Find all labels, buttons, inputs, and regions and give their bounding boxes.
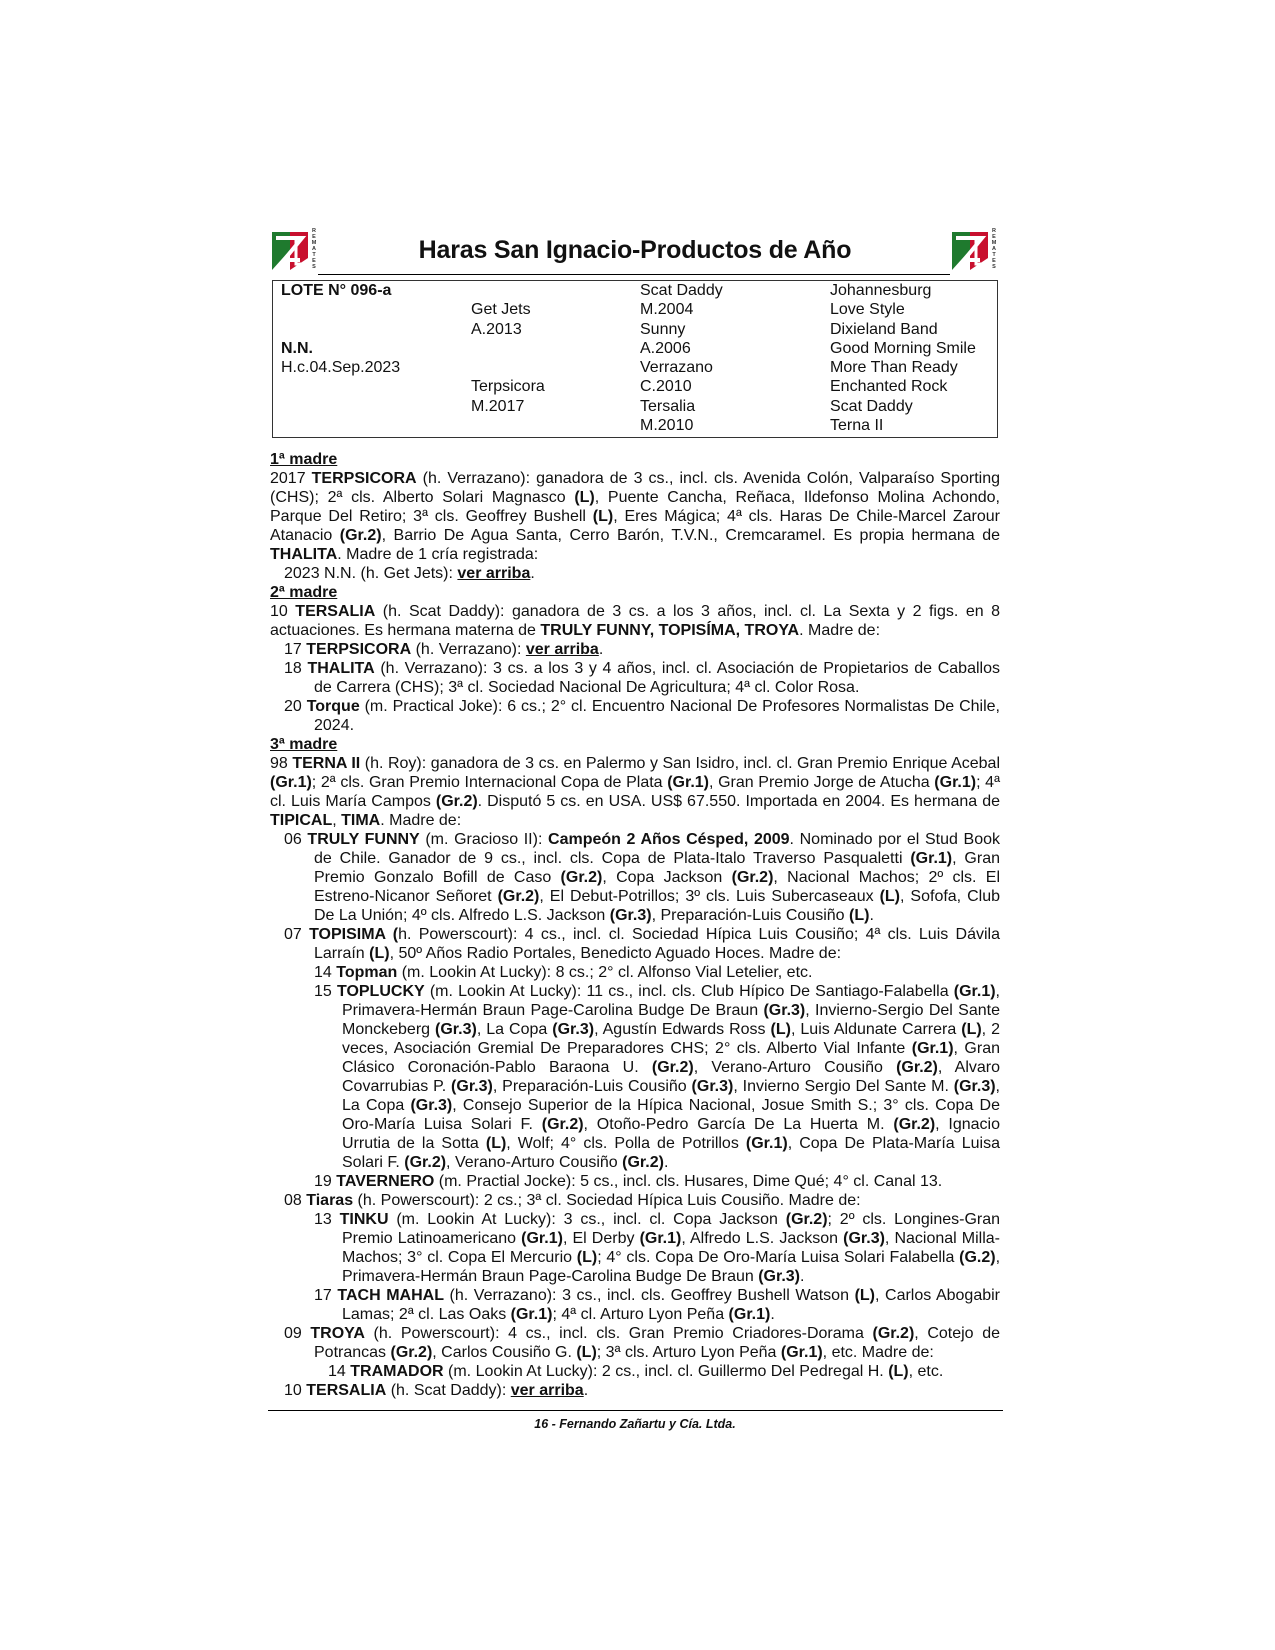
pedigree-cell: Verrazano: [640, 359, 713, 377]
produce-entry: 08 Tiaras (h. Powerscourt): 2 cs.; 3ª cl. Sociedad Hípica Luis Cousiño. Madre de:: [284, 1192, 861, 1209]
produce-entry: 14 TRAMADOR (m. Lookin At Lucky): 2 cs., incl. cl. Guillermo Del Pedregal H. (L), etc.: [328, 1363, 944, 1380]
pedigree-cell: Get Jets: [471, 301, 531, 319]
pedigree-col-parents: [471, 281, 545, 435]
zl-logo-icon: [950, 228, 990, 274]
produce-entry: 07 TOPISIMA (h. Powerscourt): 4 cs., incl. cl. Sociedad Hípica Luis Cousiño; 4ª cls. Luis Dávila Larraín (L), 50º Años Radio Portales, Benedicto Aguado Hoces. Madre de:: [284, 926, 1000, 962]
see-above-link: ver arriba: [457, 565, 531, 582]
logo-vertical-text: R E M A T E S: [991, 228, 997, 270]
produce-entry: 19 TAVERNERO (m. Practial Jocke): 5 cs., incl. cls. Husares, Dime Qué; 4° cl. Canal 13.: [314, 1173, 943, 1190]
pedigree-cell: Love Style: [830, 301, 905, 319]
dam-line-text: [270, 450, 1000, 1400]
pedigree-col-foal: [281, 281, 400, 377]
pedigree-cell: Enchanted Rock: [830, 378, 948, 396]
pedigree-cell: A.2006: [640, 339, 691, 357]
pedigree-cell: Johannesburg: [830, 282, 932, 299]
pedigree-cell: [471, 339, 545, 358]
second-dam-paragraph: 10 TERSALIA (h. Scat Daddy): ganadora de 3 cs. a los 3 años, incl. cl. La Sexta y 2 figs. en 8 actuaciones. Es hermana materna de TRULY FUNNY, TOPISÍMA, TROYA. Madre de:: [270, 603, 1000, 639]
pedigree-cell: Dixieland Band: [830, 320, 938, 338]
page-title: Haras San Ignacio-Productos de Año: [418, 236, 852, 264]
see-above-link: ver arriba: [525, 641, 599, 658]
foal-info: H.c.04.Sep.2023: [281, 359, 401, 377]
produce-entry: 14 Topman (m. Lookin At Lucky): 8 cs.; 2° cl. Alfonso Vial Letelier, etc.: [314, 964, 813, 981]
produce-entry: 18 THALITA (h. Verrazano): 3 cs. a los 3 y 4 años, incl. cl. Asociación de Propietarios de Caballos de Carrera (CHS); 3ª cl. Sociedad Nacional De Agricultura; 4ª cl. Color Rosa.: [284, 660, 1000, 696]
pedigree-cell: Good Morning Smile: [830, 339, 976, 357]
zl-remates-logo-right: [950, 228, 1000, 276]
pedigree-cell: M.2004: [640, 301, 694, 319]
title-underline: [318, 274, 950, 275]
see-above-link: ver arriba: [510, 1382, 584, 1399]
section-heading-first-dam: 1ª madre: [270, 451, 338, 468]
pedigree-cell: M.2017: [471, 397, 525, 415]
pedigree-cell: Terna II: [830, 417, 884, 435]
pedigree-cell: Scat Daddy: [830, 397, 913, 415]
pedigree-col-great-grandparents: [830, 281, 976, 435]
lot-number: LOTE N° 096-a: [281, 282, 392, 299]
third-dam-paragraph: 98 TERNA II (h. Roy): ganadora de 3 cs. en Palermo y San Isidro, incl. cl. Gran Premio Enrique Acebal (Gr.1); 2ª cls. Gran Premio Internacional Copa de Plata (Gr.1), Gran Premio Jorge de Atucha (Gr.1); 4ª cl. Luis María Campos (Gr.2). Disputó 5 cs. en USA. US$ 67.550. Importada en 2004. Es hermana de TIPICAL, TIMA. Madre de:: [270, 755, 1001, 829]
pedigree-cell: C.2010: [640, 378, 692, 396]
pedigree-cell: [471, 416, 545, 435]
zl-logo-icon: [270, 228, 310, 274]
pedigree-cell: [471, 281, 545, 300]
pedigree-cell: A.2013: [471, 320, 522, 338]
zl-remates-logo-left: [270, 228, 320, 276]
pedigree-cell: Tersalia: [640, 397, 696, 415]
pedigree-cell: Terpsicora: [471, 378, 545, 396]
produce-entry: 17 TACH MAHAL (h. Verrazano): 3 cs., incl. cls. Geoffrey Bushell Watson (L), Carlos Abogabir Lamas; 2ª cl. Las Oaks (Gr.1); 4ª cl. Arturo Lyon Peña (Gr.1).: [314, 1287, 1000, 1323]
pedigree-cell: More Than Ready: [830, 359, 958, 377]
produce-entry: 17 TERPSICORA (h. Verrazano): ver arriba.: [284, 641, 604, 658]
pedigree-table: [272, 280, 998, 438]
pedigree-cell: [471, 358, 545, 377]
first-dam-paragraph: 2017 TERPSICORA (h. Verrazano): ganadora de 3 cs., incl. cls. Avenida Colón, Valparaíso Sporting (CHS); 2ª cls. Alberto Solari Magnasco (L), Puente Cancha, Reñaca, Ildefonso Molina Achondo, Parque Del Retiro; 3ª cls. Geoffrey Bushell (L), Eres Mágica; 4ª cls. Haras De Chile-Marcel Zarour Atanacio (Gr.2), Barrio De Agua Santa, Cerro Barón, T.V.N., Cremcaramel. Es propia hermana de THALITA. Madre de 1 cría registrada:: [270, 470, 1000, 563]
catalog-page: [270, 228, 1000, 1431]
produce-entry: 09 TROYA (h. Powerscourt): 4 cs., incl. cls. Gran Premio Criadores-Dorama (Gr.2), Cotejo de Potrancas (Gr.2), Carlos Cousiño G. (L); 3ª cls. Arturo Lyon Peña (Gr.1), etc. Madre de:: [284, 1325, 1000, 1361]
produce-entry: 2023 N.N. (h. Get Jets): ver arriba.: [284, 565, 535, 582]
footer-divider: [268, 1410, 1003, 1411]
produce-entry: 20 Torque (m. Practical Joke): 6 cs.; 2° cl. Encuentro Nacional De Profesores Normalistas De Chile, 2024.: [284, 698, 1000, 734]
pedigree-cell: M.2010: [640, 417, 694, 435]
pedigree-col-grandparents: [640, 281, 723, 435]
pedigree-cell: Scat Daddy: [640, 282, 723, 299]
section-heading-third-dam: 3ª madre: [270, 736, 338, 753]
produce-entry: 10 TERSALIA (h. Scat Daddy): ver arriba.: [284, 1382, 589, 1399]
produce-entry: 15 TOPLUCKY (m. Lookin At Lucky): 11 cs., incl. cls. Club Hípico De Santiago-Falabella (Gr.1), Primavera-Hermán Braun Page-Carolina Budge De Braun (Gr.3), Invierno-Sergio Del Sante Monckeberg (Gr.3), La Copa (Gr.3), Agustín Edwards Ross (L), Luis Aldunate Carrera (L), 2 veces, Asociación Gremial De Preparadores CHS; 2° cls. Alberto Vial Infante (Gr.1), Gran Clásico Coronación-Pablo Baraona U. (Gr.2), Verano-Arturo Cousiño (Gr.2), Alvaro Covarrubias P. (Gr.3), Preparación-Luis Cousiño (Gr.3), Invierno Sergio Del Sante M. (Gr.3), La Copa (Gr.3), Consejo Superior de la Hípica Nacional, Josue Smith S.; 3° cls. Copa De Oro-María Luisa Solari F. (Gr.2), Otoño-Pedro García De La Huerta M. (Gr.2), Ignacio Urrutia de la Sotta (L), Wolf; 4° cls. Polla de Potrillos (Gr.1), Copa De Plata-María Luisa Solari F. (Gr.2), Verano-Arturo Cousiño (Gr.2).: [314, 983, 1001, 1171]
pedigree-cell: Sunny: [640, 320, 686, 338]
produce-entry: 13 TINKU (m. Lookin At Lucky): 3 cs., incl. cl. Copa Jackson (Gr.2); 2º cls. Longines-Gran Premio Latinoamericano (Gr.1), El Derby (Gr.1), Alfredo L.S. Jackson (Gr.3), Nacional Milla-Machos; 3° cl. Copa El Mercurio (L); 4° cls. Copa De Oro-María Luisa Solari Falabella (G.2), Primavera-Hermán Braun Page-Carolina Budge De Braun (Gr.3).: [314, 1211, 1001, 1285]
produce-entry: 06 TRULY FUNNY (m. Gracioso II): Campeón 2 Años Césped, 2009. Nominado por el Stud Book de Chile. Ganador de 9 cs., incl. cls. Copa de Plata-Italo Traverso Pasqualetti (Gr.1), Gran Premio Gonzalo Bofill de Caso (Gr.2), Copa Jackson (Gr.2), Nacional Machos; 2º cls. El Estreno-Nicanor Señoret (Gr.2), El Debut-Potrillos; 3º cls. Luis Subercaseaux (L), Sofofa, Club De La Unión; 4º cls. Alfredo L.S. Jackson (Gr.3), Preparación-Luis Cousiño (L).: [284, 831, 1001, 924]
foal-name: N.N.: [281, 339, 313, 357]
section-heading-second-dam: 2ª madre: [270, 584, 338, 601]
logo-vertical-text: R E M A T E S: [311, 228, 317, 270]
page-header: [270, 228, 1000, 280]
page-footer: 16 - Fernando Zañartu y Cía. Ltda.: [534, 1417, 736, 1431]
